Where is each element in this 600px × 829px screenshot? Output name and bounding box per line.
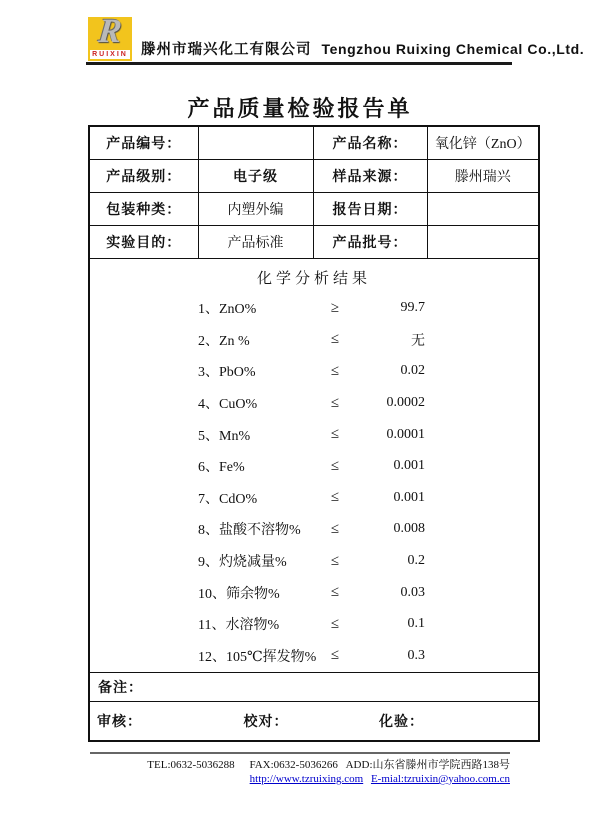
analyte-name: 4、CuO%: [198, 397, 258, 413]
signoff-row: [89, 701, 539, 741]
analyte-value: 0.1: [407, 616, 425, 632]
signoff-test-label: 化验：: [379, 714, 424, 730]
field-value: [198, 126, 313, 159]
footer-divider: [90, 752, 510, 754]
company-name-en: Tengzhou Ruixing Chemical Co.,Ltd.: [321, 41, 585, 57]
field-value: 内塑外编: [198, 192, 313, 225]
info-row-package: [89, 192, 539, 225]
relation-symbol: ≤: [330, 362, 340, 379]
company-logo: [88, 13, 132, 61]
analyte-value: 0.001: [393, 489, 425, 505]
relation-symbol: ≥: [330, 299, 340, 316]
email-link[interactable]: E-mial:tzruixin@yahoo.com.cn: [370, 773, 510, 785]
relation-symbol: ≤: [330, 489, 340, 506]
relation-symbol: ≤: [330, 457, 340, 474]
relation-symbol: ≤: [330, 394, 340, 411]
analyte-value: 0.0002: [386, 395, 425, 411]
analysis-item: [90, 324, 538, 356]
analyte-value: 0.2: [407, 553, 425, 569]
relation-symbol: ≤: [330, 426, 340, 443]
field-label: 实验目的：: [89, 225, 198, 258]
info-row-grade: [89, 159, 539, 192]
signoff-review-label: 审核：: [97, 714, 142, 730]
info-row-product-no: [89, 126, 539, 159]
analyte-name: 6、Fe%: [198, 460, 245, 476]
signoff-section: [89, 701, 539, 741]
analysis-item: [90, 356, 538, 388]
report-table: [88, 125, 540, 742]
analysis-item: [90, 419, 538, 451]
field-value: [427, 225, 539, 258]
info-row-purpose: [89, 225, 539, 258]
analyte-value: 0.001: [393, 458, 425, 474]
analyte-value: 0.3: [407, 647, 425, 663]
field-value: 产品标准: [198, 225, 313, 258]
analyte-value: 无: [411, 333, 425, 349]
field-label: 包装种类：: [89, 192, 198, 225]
analysis-item: [90, 482, 538, 514]
remarks-row: [89, 672, 539, 701]
analyte-name: 12、105℃挥发物%: [198, 649, 317, 665]
remarks-label: 备注：: [89, 672, 539, 701]
analysis-item: [90, 577, 538, 609]
analyte-value: 0.008: [393, 521, 425, 537]
footer-tel: TEL:0632-5036288: [147, 759, 235, 771]
analyte-value: 0.02: [400, 363, 425, 379]
analyte-value: 0.03: [400, 584, 425, 600]
analyte-name: 3、PbO%: [198, 365, 256, 381]
analysis-row: [89, 258, 539, 672]
field-value: 氧化锌（ZnO）: [427, 126, 539, 159]
signoff-proofread-label: 校对：: [243, 714, 289, 730]
field-label: 产品编号：: [89, 126, 198, 159]
field-label: 报告日期：: [313, 192, 427, 225]
company-names: [132, 38, 584, 61]
field-value: 滕州瑞兴: [427, 159, 539, 192]
analysis-item: [90, 545, 538, 577]
analyte-name: 11、水溶物%: [198, 618, 280, 634]
company-header: [88, 13, 585, 61]
analysis-item: [90, 450, 538, 482]
field-value: [427, 192, 539, 225]
analysis-item: [90, 387, 538, 419]
website-link[interactable]: http://www.tzruixing.com: [249, 773, 364, 785]
relation-symbol: ≤: [330, 615, 340, 632]
field-label: 产品名称：: [313, 126, 427, 159]
analysis-item: [90, 608, 538, 640]
relation-symbol: ≤: [330, 331, 340, 348]
company-name-cn: 滕州市瑞兴化工有限公司: [141, 42, 312, 58]
page-footer: [90, 752, 510, 786]
field-label: 产品级别：: [89, 159, 198, 192]
logo-brand-text: RUIXIN: [90, 50, 130, 59]
relation-symbol: ≤: [330, 584, 340, 601]
analysis-section: [89, 258, 539, 672]
analyte-name: 1、ZnO%: [198, 302, 257, 318]
analyte-value: 0.0001: [386, 426, 425, 442]
analyte-name: 7、CdO%: [198, 491, 258, 507]
relation-symbol: ≤: [330, 520, 340, 537]
footer-links-line: [90, 772, 510, 786]
analyte-name: 5、Mn%: [198, 428, 251, 444]
logo-r-icon: R: [96, 13, 124, 50]
analyte-name: 9、灼烧减量%: [198, 555, 287, 571]
field-label: 样品来源：: [313, 159, 427, 192]
analyte-name: 2、Zn %: [198, 333, 250, 349]
analysis-item: [90, 640, 538, 672]
report-title: 产品质量检验报告单: [187, 96, 413, 121]
relation-symbol: ≤: [330, 647, 340, 664]
analyte-name: 8、盐酸不溶物%: [198, 523, 301, 539]
footer-address: ADD:山东省滕州市学院西路138号: [345, 759, 510, 771]
analysis-section-title: 化学分析结果: [256, 270, 371, 287]
analyte-value: 99.7: [400, 300, 425, 316]
analysis-item: [90, 514, 538, 546]
field-label: 产品批号：: [313, 225, 427, 258]
relation-symbol: ≤: [330, 552, 340, 569]
analysis-item: [90, 293, 538, 325]
header-divider: [86, 62, 512, 65]
footer-fax: FAX:0632-5036266: [249, 759, 338, 771]
field-value: 电子级: [198, 159, 313, 192]
footer-contact-line: [90, 758, 510, 772]
analyte-name: 10、筛余物%: [198, 586, 280, 602]
